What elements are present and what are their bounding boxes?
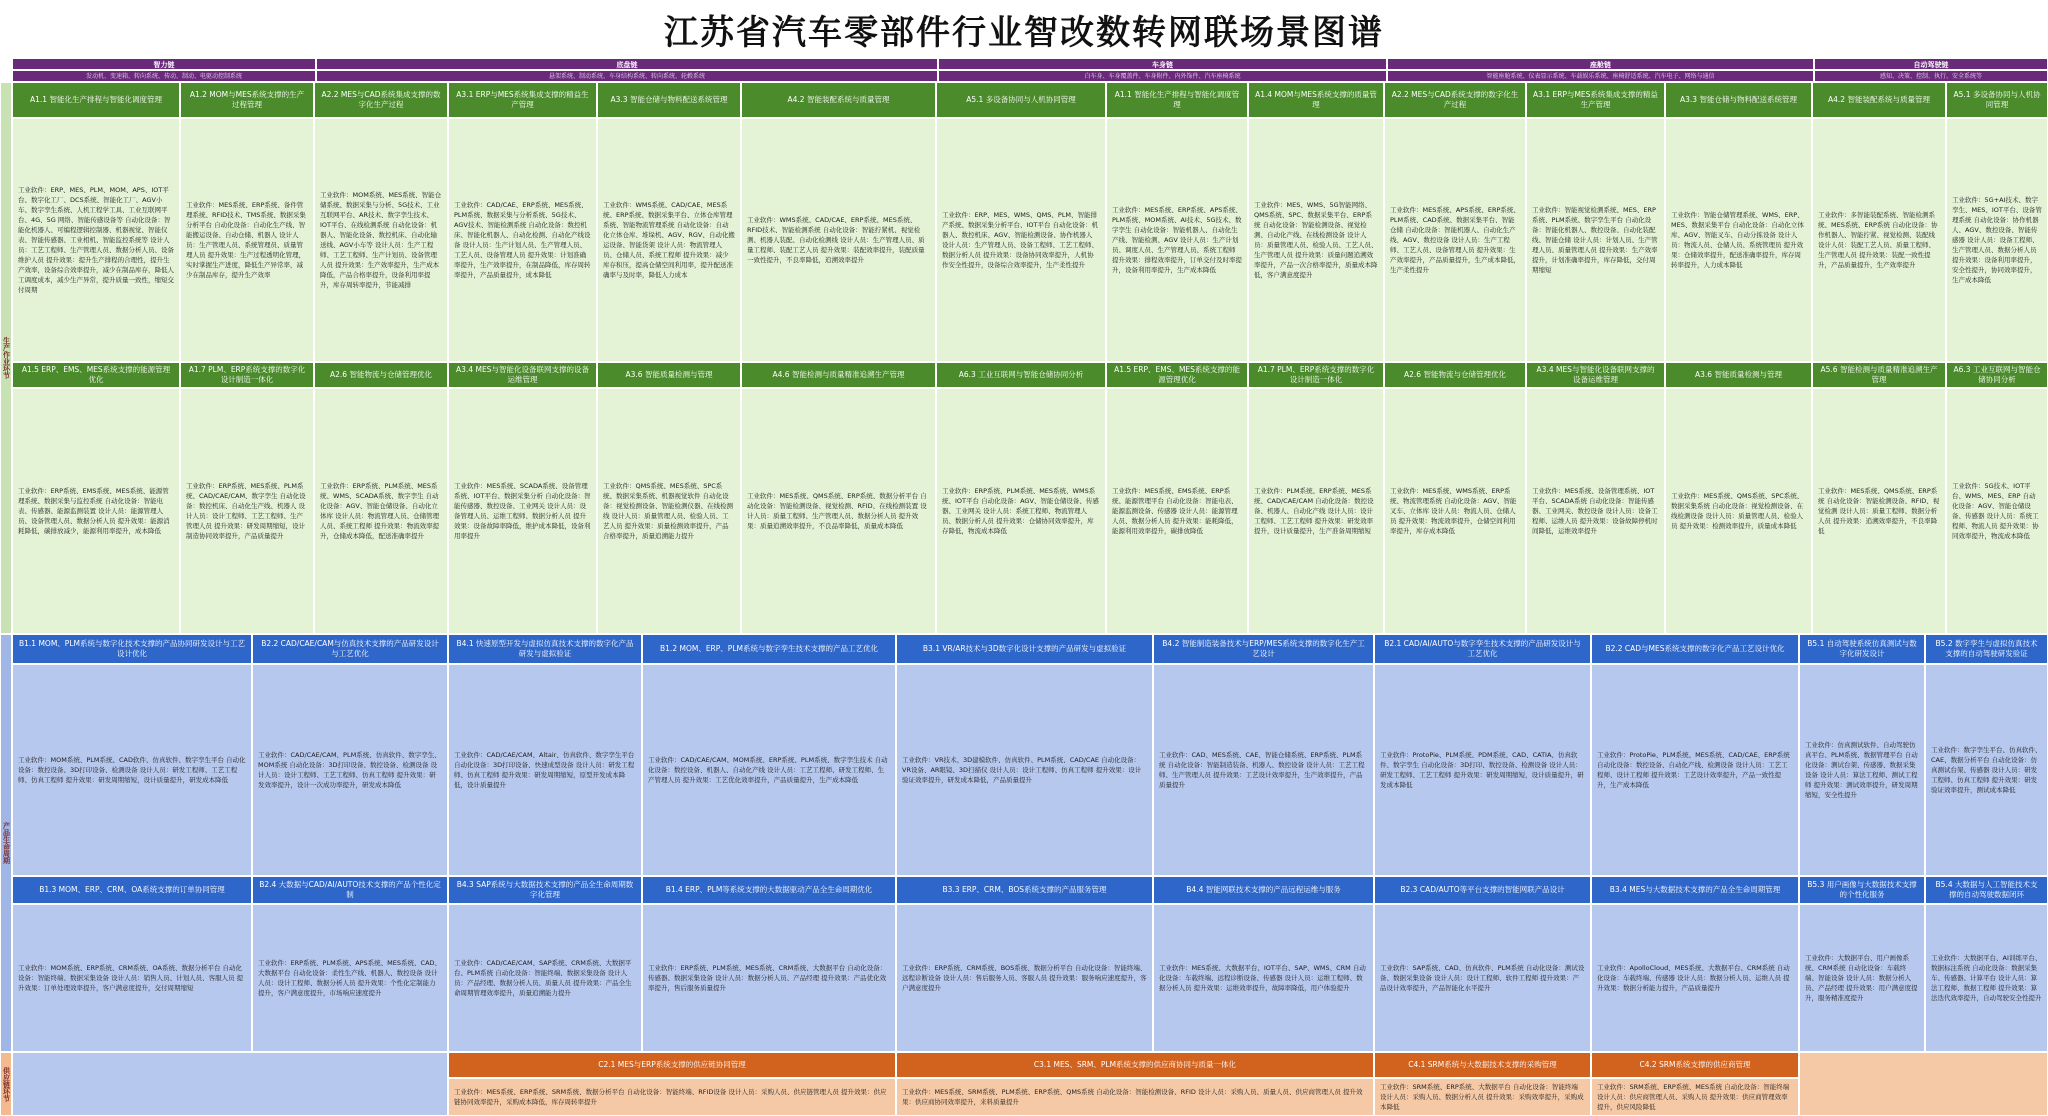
scene-body-text: 工业软件：WMS系统、CAD/CAE、MES系统、ERP系统、数据采集平台、立体仓库管理系统、智能物流管理系统 自动化设备：自动化立体仓库、堆垛机、AGV、RGV、自动化搬运设备、智能货架 设计人员：物流管理人员、仓储人员、系统工程师 提升效果：减少库存积压，提高仓储空间利用率，提升配送准确率与及时率，降低人力成本 xyxy=(603,201,735,279)
scene-body-text: 工业软件：MES系统、SRM系统、PLM系统、ERP系统、QMS系统 自动化设备：智能检测设备、RFID 设计人员：采购人员、质量人员、供应商管理人员 提升效果：供应商协同效率提升，来料质量提升 xyxy=(902,1088,1363,1106)
r2-scene-body xyxy=(597,388,741,634)
group-desc-g2: 悬架系统、制动系统、车身结构系统、转向系统、轮毂系统 xyxy=(316,70,938,82)
r4-scene-body xyxy=(1925,904,2048,1052)
side-label-supply: 供应链环节 xyxy=(0,1052,12,1116)
scene-body-text: 工业软件：5G+AI技术、数字孪生、MES、IOT平台、设备管理系统 自动化设备：协作机器人、AGV、数控设备、智能传感器 设计人员：设备工程师、生产管理人员、数据分析人员 提升效果：设备利用率提升，安全性提升，协同效率提升，生产成本降低 xyxy=(1952,196,2042,284)
r3-scene-title[interactable]: B4.1 快速原型开发与虚拟仿真技术支撑的数字化产品研发与虚拟验证 xyxy=(448,634,642,664)
corner-blank xyxy=(0,58,12,82)
scene-body-text: 工业软件：MES系统、ERP系统、备件管理系统、RFID技术、TMS系统、数据采集分析平台 自动化设备：自动化生产线、智能搬运设备、自动仓储、机器人 设计人员：生产管理人员、系统管理员、质量管理人员 提升效果：生产过程透明化管理，实时掌握生产进度，降低生产异常率，减少在制品库存，提升生产效率 xyxy=(186,201,306,279)
r2-scene-body xyxy=(448,388,597,634)
r5-scene-title[interactable]: C2.1 MES与ERP系统支撑的供应链协同管理 xyxy=(448,1052,896,1078)
r2-scene-title[interactable]: A2.6 智能物流与仓储管理优化 xyxy=(314,362,448,388)
r1-scene-title[interactable]: A3.3 智能仓储与物料配送系统管理 xyxy=(1665,82,1812,118)
r4-scene-body xyxy=(1591,904,1799,1052)
r3-scene-title[interactable]: B4.2 智能制造装备技术与ERP/MES系统支撑的数字化生产工艺设计 xyxy=(1153,634,1374,664)
scene-body-text: 工业软件：WMS系统、CAD/CAE、ERP系统、MES系统、RFID技术、智能检测系统 自动化设备：智能拧紧机、视觉检测、机器人装配、自动化检测线 设计人员：生产管理人员、质量工程师、装配工艺人员 提升效果：装配效率提升，装配质量一致性提升，不良率降低，追溯效率提升 xyxy=(747,216,925,264)
r1-scene-body xyxy=(1384,118,1526,362)
r3-scene-title[interactable]: B1.1 MOM、PLM系统与数字化技术支撑的产品协同研发设计与工艺设计优化 xyxy=(12,634,252,664)
r1-scene-title[interactable]: A1.4 MOM与MES系统支撑的质量管理 xyxy=(1248,82,1384,118)
r4-scene-body xyxy=(12,904,252,1052)
scene-body-text: 工业软件：ERP系统、MES系统、PLM系统、CAD/CAE/CAM、数字孪生 自动化设备：数控机床、自动化生产线、机器人 设计人员：设计工程师、工艺工程师、生产管理人员 提升效果：研发周期缩短，设计制造协同效率提升，产品质量提升 xyxy=(186,482,306,540)
r1-scene-body xyxy=(1812,118,1946,362)
scene-body-text: 工业软件：ERP系统、PLM系统、MES系统、WMS、SCADA系统、数字孪生 自动化设备：AGV、智能仓储设备、自动化立体库 设计人员：物流管理人员、仓储管理人员、系统工程师 提升效果：物流效率提升，仓储成本降低，配送准确率提升 xyxy=(320,482,440,540)
r3-scene-title[interactable]: B2.2 CAD/CAE/CAM与仿真技术支撑的产品研发设计与工艺优化 xyxy=(252,634,448,664)
scene-body-text: 工业软件：多智能装配系统、智能检测系统、MES系统、ERP系统 自动化设备：协作机器人、智能拧紧、视觉检测、装配线 设计人员：装配工艺人员、质量工程师、生产管理人员 提升效果：装配一致性提升，产品质量提升，生产效率提升 xyxy=(1818,211,1938,269)
r2-scene-title[interactable]: A1.5 ERP、EMS、MES系统支撑的能源管理优化 xyxy=(12,362,180,388)
scene-body-text: 工业软件：ProtoPie、PLM系统、MES系统、CAD/CAE、ERP系统 自动化设备：数控设备、自动化产线、检测设备 设计人员：工艺工程师、设计工程师 提升效果：工艺设计效率提升，产品一致性提升，生产成本降低 xyxy=(1597,751,1790,789)
r2-scene-body xyxy=(180,388,314,634)
scene-body-text: 工业软件：智能仓储管理系统、WMS、ERP、MES、数据采集平台 自动化设备：自动化立体库、AGV、智能叉车、自动分拣设备 设计人员：物流人员、仓储人员、系统管理员 提升效果：仓储效率提升，配送准确率提升，库存周转率提升，人力成本降低 xyxy=(1671,211,1804,269)
r5-scene-body xyxy=(896,1078,1374,1116)
scene-body-text: 工业软件：MES系统、EMS系统、ERP系统、能源管理平台 自动化设备：智能电表、能源监测设备、传感器 设计人员：能源管理人员、数据分析人员 提升效果：能耗降低，能源利用效率提升，碳排放降低 xyxy=(1112,487,1238,535)
r1-scene-body xyxy=(12,118,180,362)
r1-scene-body xyxy=(936,118,1106,362)
scene-body-text: 工业软件：仿真测试软件、自动驾驶仿真平台、PLM系统、数据管理平台 自动化设备：测试台架、传感器、数据采集设备 设计人员：算法工程师、测试工程师 提升效果：测试效率提升，研发周期缩短，安全性提升 xyxy=(1805,741,1918,799)
r4-scene-body xyxy=(1374,904,1591,1052)
scene-body-text: 工业软件：QMS系统、MES系统、SPC系统、数据采集系统、机器视觉软件 自动化设备：视觉检测设备、智能检测仪器、在线检测线 设计人员：质量管理人员、检验人员、工艺人员 提升效果：质量检测效率提升，产品合格率提升，质量追溯能力提升 xyxy=(603,482,733,540)
scene-body-text: 工业软件：ERP系统、PLM系统、MES系统、WMS系统、IOT平台 自动化设备：AGV、智能仓储设备、传感器、工业网关 设计人员：系统工程师、物流管理人员、数据分析人员 提升效果：仓储协同效率提升，库存降低，物流成本降低 xyxy=(942,487,1099,535)
r3-scene-title[interactable]: B3.1 VR/AR技术与3D数字化设计支撑的产品研发与虚拟验证 xyxy=(896,634,1153,664)
scene-body-text: 工业软件：大数据平台、AI训练平台、数据标注系统 自动化设备：数据采集车、传感器、计算平台 设计人员：算法工程师、数据工程师 提升效果：算法迭代效率提升，自动驾驶安全性提升 xyxy=(1931,954,2042,1002)
r3-scene-title[interactable]: B1.2 MOM、ERP、PLM系统与数字孪生技术支撑的产品工艺优化 xyxy=(642,634,896,664)
r2-scene-body xyxy=(1526,388,1665,634)
r5-scene-body xyxy=(1591,1078,1799,1116)
r1-scene-body xyxy=(1106,118,1248,362)
r3-scene-title[interactable]: B2.1 CAD/AI/AUTO与数字孪生技术支撑的产品研发设计与工艺优化 xyxy=(1374,634,1591,664)
r2-scene-body xyxy=(1812,388,1946,634)
scene-body-text: 工业软件：MES系统、ERP系统、SRM系统、数据分析平台 自动化设备：智能终端、RFID设备 设计人员：采购人员、供应链管理人员 提升效果：供应链协同效率提升，采购成本降低，库存周转率提升 xyxy=(454,1088,887,1106)
scene-body-text: 工业软件：MOM系统、ERP系统、CRM系统、OA系统、数据分析平台 自动化设备：智能终端、数据采集设备 设计人员：销售人员、计划人员、客服人员 提升效果：订单处理效率提升，客户满意度提升，交付周期缩短 xyxy=(18,964,244,992)
page-title: 江苏省汽车零部件行业智改数转网联场景图谱 xyxy=(664,12,1384,53)
r1-scene-title[interactable]: A1.1 智能化生产排程与智能化调度管理 xyxy=(12,82,180,118)
r1-scene-body xyxy=(741,118,936,362)
r1-scene-title[interactable]: A5.1 多设备协同与人机协同管理 xyxy=(936,82,1106,118)
scene-body-text: 工业软件：CAD/CAE、ERP系统、MES系统、PLM系统、数据采集与分析系统、5G技术、AGV技术、智能检测系统 自动化设备：数控机床、智能化机器人、自动化检测、自动化产线设备 设计人员：生产计划人员、生产管理人员、工艺人员、设备管理人员 提升效果：计划准确率提升，生产效率提升，在制品降低，库存周转率提升，产品质量提升，成本降低 xyxy=(454,201,591,279)
scene-body-text: 工业软件：MOM系统、PLM系统、CAD软件、仿真软件、数字孪生平台 自动化设备：数控设备、3D打印设备、检测设备 设计人员：研发工程师、工艺工程师、仿真工程师 提升效果：研发周期缩短，设计质量提升，研发成本降低 xyxy=(18,756,246,784)
r1-scene-body xyxy=(180,118,314,362)
scene-body-text: 工业软件：MES系统、ERP系统、APS系统、PLM系统、MOM系统、AI技术、5G技术、数字孪生 自动化设备：智能机器人、自动化生产线、智能检测、AGV 设计人员：生产计划员、调度人员、生产管理人员、系统工程师 提升效果：排程效率提升，订单交付及时率提升，设备利用率提升，生产成本降低 xyxy=(1112,206,1242,274)
r3-scene-body xyxy=(1799,664,1925,876)
r2-scene-title[interactable]: A4.6 智能检测与质量精准追溯生产管理 xyxy=(741,362,936,388)
r2-scene-body xyxy=(314,388,448,634)
r2-scene-body xyxy=(1106,388,1248,634)
r4-scene-body xyxy=(642,904,896,1052)
r2-scene-body xyxy=(741,388,936,634)
r3-scene-title[interactable]: B5.1 自动驾驶系统仿真测试与数字化研发设计 xyxy=(1799,634,1925,664)
side-label-lifecycle: 产品生命周期 xyxy=(0,634,12,1052)
r3-scene-body xyxy=(448,664,642,876)
scene-body-text: 工业软件：ApolloCloud、MES系统、大数据平台、CRM系统 自动化设备：车载终端、传感器 设计人员：数据分析人员、运维人员 提升效果：数据分析能力提升，产品质量提升 xyxy=(1597,964,1790,992)
group-header-g3: 车身链 xyxy=(938,58,1387,70)
r2-scene-title[interactable]: A6.3 工业互联网与智能仓储协同分析 xyxy=(936,362,1106,388)
scene-body-text: 工业软件：大数据平台、用户画像系统、CRM系统 自动化设备：车载终端、智能设备 设计人员：数据分析人员、产品经理 提升效果：用户满意度提升，服务精准度提升 xyxy=(1805,954,1918,1002)
scene-body-text: 工业软件：ERP系统、PLM系统、MES系统、CRM系统、大数据平台 自动化设备：传感器、数据采集设备 设计人员：数据分析人员、产品经理 提升效果：产品优化效率提升，售后服务质量提升 xyxy=(648,964,887,992)
side-label-production: 生产作业环节 xyxy=(0,82,12,634)
supply-empty-right xyxy=(1799,1052,2048,1116)
group-header-g4: 座舱链 xyxy=(1387,58,1814,70)
r1-scene-title[interactable]: A2.2 MES与CAD系统支撑的数字化生产过程 xyxy=(1384,82,1526,118)
supply-empty-left xyxy=(12,1052,448,1116)
group-header-g2: 底盘链 xyxy=(316,58,938,70)
r4-scene-title[interactable]: B3.4 MES与大数据技术支撑的产品全生命周期管理 xyxy=(1591,876,1799,904)
scene-body-text: 工业软件：MOM系统、MES系统、智能仓储系统、数据采集与分析、5G技术、工业互联网平台、AR技术、数字孪生技术、IOT平台、在线检测系统 自动化设备：机器人、智能化设备、数控机床、自动化输送线、AGV小车等 设计人员：生产工程师、工艺工程师、生产计划员、设备管理人员 提升效果：生产效率提升，生产成本降低，产品合格率提升，设备利用率提升，库存周转率提升，节能减排 xyxy=(320,191,442,289)
r2-scene-title[interactable]: A5.6 智能检测与质量精准追溯生产管理 xyxy=(1812,362,1946,388)
scene-body-text: 工业软件：MES系统、QMS系统、ERP系统、数据分析平台 自动化设备：智能检测设备、视觉检测、RFID、在线检测装置 设计人员：质量工程师、生产管理人员、数据分析人员 提升效果：质量追溯效率提升，不良品率降低，质量成本降低 xyxy=(747,492,927,530)
r3-scene-body xyxy=(1153,664,1374,876)
scene-body-text: 工业软件：CAD/CAE/CAM、SAP系统、CRM系统、大数据平台、PLM系统 自动化设备：智能终端、数据采集设备 设计人员：产品经理、数据分析人员、质量人员 提升效果：产品全生命周期管理效率提升，质量追溯能力提升 xyxy=(454,959,632,997)
r1-scene-title[interactable]: A4.2 智能装配系统与质量管理 xyxy=(741,82,936,118)
r3-scene-body xyxy=(1591,664,1799,876)
scene-body-text: 工业软件：CAD/CAE/CAM、PLM系统、仿真软件、数字孪生、MOM系统 自动化设备：3D打印设备、数控设备、检测设备 设计人员：设计工程师、工艺工程师、仿真工程师 提升效果：研发效率提升，设计一次成功率提升，研发成本降低 xyxy=(258,751,441,789)
scene-body-text: 工业软件：MES系统、SCADA系统、设备管理系统、IOT平台、数据采集分析 自动化设备：智能传感器、数控设备、工业网关 设计人员：设备管理人员、运维工程师、数据分析人员 提升效果：设备故障率降低，维护成本降低，设备利用率提升 xyxy=(454,482,591,540)
scene-body-text: 工业软件：ERP系统、PLM系统、APS系统、MES系统、CAD、大数据平台 自动化设备：柔性生产线、机器人、数控设备 设计人员：设计工程师、数据分析人员 提升效果：个性化定制能力提升，客户满意度提升，市场响应速度提升 xyxy=(258,959,442,997)
scene-body-text: 工业软件：MES系统、APS系统、ERP系统、PLM系统、CAD系统、数据采集平台、智能仓储 自动化设备：智能机器人、自动化生产线、AGV、数控设备 设计人员：生产工程师、工艺人员、设备管理人员 提升效果：生产效率提升，产品质量提升，生产成本降低，生产柔性提升 xyxy=(1390,206,1520,274)
r4-scene-body xyxy=(896,904,1153,1052)
r4-scene-title[interactable]: B1.4 ERP、PLM等系统支撑的大数据驱动产品全生命周期优化 xyxy=(642,876,896,904)
r4-scene-title[interactable]: B1.3 MOM、ERP、CRM、OA系统支撑的订单协同管理 xyxy=(12,876,252,904)
r2-scene-title[interactable]: A3.4 MES与智能化设备联网支撑的设备运维管理 xyxy=(1526,362,1665,388)
r4-scene-body xyxy=(252,904,448,1052)
r1-scene-title[interactable]: A3.1 ERP与MES系统集成支撑的精益生产管理 xyxy=(1526,82,1665,118)
scene-body-text: 工业软件：数字孪生平台、仿真软件、CAE、数据分析平台 自动化设备：仿真测试台架、传感器 设计人员：研发工程师、仿真工程师 提升效果：研发验证效率提升，测试成本降低 xyxy=(1931,746,2042,794)
scene-body-text: 工业软件：MES系统、QMS系统、ERP系统 自动化设备：智能检测设备、RFID、视觉检测 设计人员：质量工程师、数据分析人员 提升效果：追溯效率提升，不良率降低 xyxy=(1818,487,1940,535)
r1-scene-title[interactable]: A1.1 智能化生产排程与智能化调度管理 xyxy=(1106,82,1248,118)
r2-scene-title[interactable]: A3.4 MES与智能化设备联网支撑的设备运维管理 xyxy=(448,362,597,388)
r1-scene-title[interactable]: A1.2 MOM与MES系统支撑的生产过程管理 xyxy=(180,82,314,118)
r3-scene-title[interactable]: B5.2 数字孪生与虚拟仿真技术支撑的自动驾驶研发验证 xyxy=(1925,634,2048,664)
scene-body-text: 工业软件：ProtoPie、PLM系统、PDM系统、CAD、CATIA、仿真软件、数字孪生 自动化设备：3D打印、数控设备、检测设备 设计人员：研发工程师、工艺工程师 提升效果：研发周期缩短，设计质量提升，研发成本降低 xyxy=(1380,751,1584,789)
group-desc-g5: 感知、决策、控制、执行、安全系统等 xyxy=(1814,70,2048,82)
r4-scene-title[interactable]: B4.3 SAP系统与大数据技术支撑的产品全生命周期数字化管理 xyxy=(448,876,642,904)
r1-scene-body xyxy=(1248,118,1384,362)
scene-body-text: 工业软件：MES系统、大数据平台、IOT平台、SAP、WMS、CRM 自动化设备：车载终端、远程诊断设备、传感器 设计人员：运维工程师、数据分析人员 提升效果：运维效率提升，故障率降低，用户体验提升 xyxy=(1159,964,1366,992)
scene-body-text: 工业软件：MES、WMS、5G智能网络、QMS系统、SPC、数据采集平台、ERP系统 自动化设备：智能检测设备、视觉检测、自动化产线、在线检测设备 设计人员：质量管理人员、检验人员、工艺人员、生产管理人员 提升效果：质量问题追溯效率提升，产品一次合格率提升，质量成本降低，客户满意度提升 xyxy=(1254,201,1378,279)
scene-body-text: 工业软件：ERP、MES、PLM、MOM、APS、IOT平台、数字化工厂、DCS系统、智能化工厂、AGV小车、数字孪生系统、人机工程学工具、工业互联网平台、4G、5G 网络、智能传感设备等 自动化设备：智能化机器人、可编程逻辑控制器、机器视觉、智能仪表、智能传感器、工业相机、智能监控系统等 设计人员：工艺工程师、生产管理人员、数据分析人员、设备维护人员 提升效果：提升生产排程的合理性，提升生产效率，设备综合效率提升，减少在制品库存，降低人工调度成本，减少生产异常，提升质量一致性，缩短交付周期 xyxy=(18,186,174,294)
scene-body-text: 工业软件：VR技术、3D建模软件、仿真软件、PLM系统、CAD/CAE 自动化设备：VR设备、AR眼镜、3D扫描仪 设计人员：设计工程师、仿真工程师 提升效果：设计验证效率提升，研发成本降低，产品质量提升 xyxy=(902,756,1142,784)
r2-scene-title[interactable]: A1.7 PLM、ERP系统支撑的数字化设计制造一体化 xyxy=(180,362,314,388)
r2-scene-body xyxy=(12,388,180,634)
r2-scene-title[interactable]: A1.7 PLM、ERP系统支撑的数字化设计制造一体化 xyxy=(1248,362,1384,388)
scene-body-text: 工业软件：PLM系统、ERP系统、MES系统、CAD/CAE/CAM 自动化设备：数控设备、机器人、自动化产线 设计人员：设计工程师、工艺工程师 提升效果：研发效率提升，设计质量提升，生产准备周期缩短 xyxy=(1254,487,1374,535)
r1-scene-body xyxy=(1665,118,1812,362)
scene-body-text: 工业软件：CAD、MES系统、CAE、智能仓储系统、ERP系统、PLM系统 自动化设备：智能制造装备、机器人、数控设备 设计人员：工艺工程师、生产管理人员 提升效果：工艺设计效率提升，生产效率提升，产品质量提升 xyxy=(1159,751,1365,789)
r3-scene-body xyxy=(252,664,448,876)
group-desc-g3: 白车身、车身覆盖件、车身附件、内外饰件、汽车座椅系统 xyxy=(938,70,1387,82)
r2-scene-title[interactable]: A3.6 智能质量检测与管理 xyxy=(597,362,741,388)
r3-scene-body xyxy=(1925,664,2048,876)
r4-scene-body xyxy=(1153,904,1374,1052)
r2-scene-title[interactable]: A2.6 智能物流与仓储管理优化 xyxy=(1384,362,1526,388)
r2-scene-body xyxy=(936,388,1106,634)
r2-scene-body xyxy=(1665,388,1812,634)
r1-scene-title[interactable]: A3.1 ERP与MES系统集成支撑的精益生产管理 xyxy=(448,82,597,118)
scene-body-text: 工业软件：CAD/CAE/CAM、Altair、仿真软件、数字孪生平台 自动化设备：3D打印设备、快速成型设备 设计人员：研发工程师、仿真工程师 提升效果：研发周期缩短，原型开发成本降低，设计质量提升 xyxy=(454,751,635,789)
r4-scene-title[interactable]: B5.3 用户画像与大数据技术支撑的个性化服务 xyxy=(1799,876,1925,904)
r1-scene-body xyxy=(1526,118,1665,362)
r4-scene-title[interactable]: B3.3 ERP、CRM、BOS系统支撑的产品服务管理 xyxy=(896,876,1153,904)
r1-scene-title[interactable]: A2.2 MES与CAD系统集成支撑的数字化生产过程 xyxy=(314,82,448,118)
r5-scene-title[interactable]: C3.1 MES、SRM、PLM系统支撑的供应商协同与质量一体化 xyxy=(896,1052,1374,1078)
r4-scene-body xyxy=(448,904,642,1052)
scene-body-text: 工业软件：智能视觉检测系统、MES、ERP系统、PLM系统、数字孪生平台 自动化设备：智能化机器人、数控设备、自动化装配线、智能仓储 设计人员：计划人员、生产管理人员、质量管理人员 提升效果：生产效率提升，计划准确率提升，库存降低，交付周期缩短 xyxy=(1532,206,1658,274)
r3-scene-body xyxy=(642,664,896,876)
r1-scene-title[interactable]: A3.3 智能仓储与物料配送系统管理 xyxy=(597,82,741,118)
r5-scene-body xyxy=(1374,1078,1591,1116)
scene-body-text: 工业软件：CAD/CAE/CAM、MOM系统、ERP系统、PLM系统、数字孪生技术 自动化设备：数控设备、机器人、自动化产线 设计人员：工艺工程师、研发工程师、生产管理人员 提升效果：工艺优化效率提升，产品质量提升，生产成本降低 xyxy=(648,756,888,784)
scene-body-text: 工业软件：MES系统、设备管理系统、IOT平台、SCADA系统 自动化设备：智能传感器、工业网关、数控设备 设计人员：设备工程师、运维人员 提升效果：设备故障停机时间降低，运维效率提升 xyxy=(1532,487,1658,535)
scene-body-text: 工业软件：MES系统、WMS系统、ERP系统、物流管理系统 自动化设备：AGV、智能叉车、立体库 设计人员：物流人员、仓储人员 提升效果：物流效率提升，仓储空间利用率提升，库存成本降低 xyxy=(1390,487,1517,535)
r5-scene-body xyxy=(448,1078,896,1116)
scene-body-text: 工业软件：5G技术、IOT平台、WMS、MES、ERP 自动化设备：AGV、智能仓储设备、传感器 设计人员：系统工程师、物流人员 提升效果：协同效率提升，物流成本降低 xyxy=(1952,482,2039,540)
r4-scene-title[interactable]: B4.4 智能网联技术支撑的产品远程运维与服务 xyxy=(1153,876,1374,904)
r1-scene-body xyxy=(597,118,741,362)
r3-scene-body xyxy=(896,664,1153,876)
r5-scene-title[interactable]: C4.2 SRM系统支撑的供应商管理 xyxy=(1591,1052,1799,1078)
scene-body-text: 工业软件：ERP系统、CRM系统、BOS系统、数据分析平台 自动化设备：智能终端、远程诊断设备 设计人员：售后服务人员、客服人员 提升效果：服务响应速度提升，客户满意度提升 xyxy=(902,964,1147,992)
group-header-g5: 自动驾驶链 xyxy=(1814,58,2048,70)
scene-body-text: 工业软件：SAP系统、CAD、仿真软件、PLM系统 自动化设备：测试设备、数据采集设备 设计人员：设计工程师、软件工程师 提升效果：产品设计效率提升，产品智能化水平提升 xyxy=(1380,964,1585,992)
r2-scene-body xyxy=(1384,388,1526,634)
r4-scene-title[interactable]: B2.3 CAD/AUTO等平台支撑的智能网联产品设计 xyxy=(1374,876,1591,904)
scene-body-text: 工业软件：SRM系统、ERP系统、大数据平台 自动化设备：智能终端 设计人员：采购人员、数据分析人员 提升效果：采购效率提升，采购成本降低 xyxy=(1380,1083,1584,1111)
r1-scene-title[interactable]: A5.1 多设备协同与人机协同管理 xyxy=(1946,82,2048,118)
scene-map-grid xyxy=(0,58,2048,1116)
scene-body-text: 工业软件：ERP系统、EMS系统、MES系统、能源管理系统、数据采集与监控系统 自动化设备：智能电表、传感器、能源监测装置 设计人员：能源管理人员、设备管理人员、数据分析人员 提升效果：能源消耗降低，碳排放减少，能源利用率提升，成本降低 xyxy=(18,487,170,535)
r2-scene-body xyxy=(1946,388,2048,634)
r3-scene-title[interactable]: B2.2 CAD与MES系统支撑的数字化产品工艺设计优化 xyxy=(1591,634,1799,664)
r3-scene-body xyxy=(1374,664,1591,876)
r2-scene-body xyxy=(1248,388,1384,634)
group-desc-g4: 智能座舱系统、仪表显示系统、车载娱乐系统、座椅舒适系统、汽车电子、网络与通信 xyxy=(1387,70,1814,82)
r1-scene-body xyxy=(1946,118,2048,362)
scene-body-text: 工业软件：SRM系统、ERP系统、MES系统 自动化设备：智能终端 设计人员：供应商管理人员、采购人员 提升效果：供应商管理效率提升，供应风险降低 xyxy=(1597,1083,1790,1111)
group-header-g1: 智力链 xyxy=(12,58,316,70)
scene-body-text: 工业软件：ERP、MES、WMS、QMS、PLM、智能排产系统、数据采集分析平台、IOT平台 自动化设备：机器人、数控机床、AGV、智能检测设备、协作机器人 设计人员：生产管理人员、设备工程师、工艺工程师、数据分析人员 提升效果：设备协同效率提升，人机协作安全性提升，设备综合效率提升，生产柔性提升 xyxy=(942,211,1099,269)
r4-scene-title[interactable]: B2.4 大数据与CAD/AI/AUTO技术支撑的产品个性化定制 xyxy=(252,876,448,904)
r2-scene-title[interactable]: A1.5 ERP、EMS、MES系统支撑的能源管理优化 xyxy=(1106,362,1248,388)
r4-scene-body xyxy=(1799,904,1925,1052)
r2-scene-title[interactable]: A6.3 工业互联网与智能仓储协同分析 xyxy=(1946,362,2048,388)
r5-scene-title[interactable]: C4.1 SRM系统与大数据技术支撑的采购管理 xyxy=(1374,1052,1591,1078)
r1-scene-body xyxy=(448,118,597,362)
r1-scene-body xyxy=(314,118,448,362)
r2-scene-title[interactable]: A3.6 智能质量检测与管理 xyxy=(1665,362,1812,388)
r4-scene-title[interactable]: B5.4 大数据与人工智能技术支撑的自动驾驶数据闭环 xyxy=(1925,876,2048,904)
group-desc-g1: 发动机、变速箱、转向系统、传动、制动、电驱动控制系统 xyxy=(12,70,316,82)
r3-scene-body xyxy=(12,664,252,876)
r1-scene-title[interactable]: A4.2 智能装配系统与质量管理 xyxy=(1812,82,1946,118)
scene-body-text: 工业软件：MES系统、QMS系统、SPC系统、数据采集系统 自动化设备：视觉检测设备、在线检测设备 设计人员：质量管理人员、检验人员 提升效果：检测效率提升，质量成本降低 xyxy=(1671,492,1804,530)
